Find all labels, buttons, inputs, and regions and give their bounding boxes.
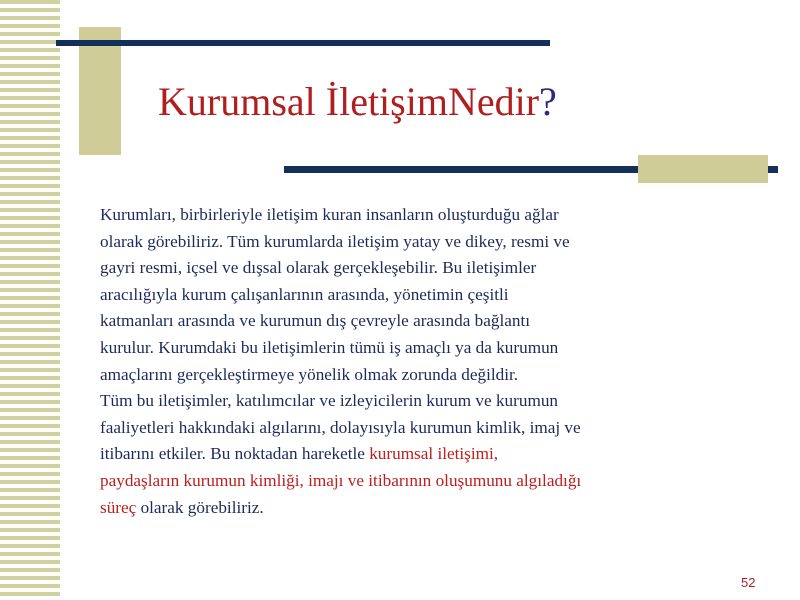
slide-title-question-mark: ?: [539, 79, 557, 124]
body-text-plain: olarak görebiliriz.: [136, 497, 264, 517]
slide-title: [158, 76, 557, 128]
body-paragraph: [100, 202, 740, 521]
decorative-olive-block-left: [79, 27, 121, 155]
body-line: aracılığıyla kurum çalışanlarının arasında, yönetimin çeşitli: [100, 284, 509, 304]
body-line: gayri resmi, içsel ve dışsal olarak gerçekleşebilir. Bu iletişimler: [100, 258, 537, 278]
page-number: 52: [741, 575, 756, 590]
decorative-stripes: [0, 0, 60, 600]
decorative-olive-block-right: [638, 155, 768, 183]
body-line: [100, 441, 740, 468]
body-line: amaçlarını gerçekleştirmeye yönelik olmak zorunda değildir.: [100, 364, 519, 384]
body-line: kurulur. Kurumdaki bu iletişimlerin tümü iş amaçlı ya da kurumun: [100, 337, 559, 357]
body-line: Kurumları, birbirleriyle iletişim kuran insanların oluşturduğu ağlar: [100, 205, 559, 224]
body-line: faaliyetleri hakkındaki algılarını, dolayısıyla kurumun kimlik, imaj ve: [100, 417, 581, 437]
body-line: katmanları arasında ve kurumun dış çevreyle arasında bağlantı: [100, 311, 530, 331]
body-text-plain: itibarını etkiler. Bu noktadan hareketle: [100, 444, 370, 464]
body-line: [100, 495, 740, 522]
decorative-navy-line-top: [56, 40, 550, 46]
body-text-highlight: kurumsal iletişimi,: [369, 444, 499, 464]
body-line: Tüm bu iletişimler, katılımcılar ve izleyicilerin kurum ve kurumun: [100, 391, 559, 411]
slide-title-text: Kurumsal İletişimNedir: [158, 79, 540, 124]
body-text-highlight: süreç: [100, 497, 137, 517]
body-line: olarak görebiliriz. Tüm kurumlarda iletişim yatay ve dikey, resmi ve: [100, 231, 570, 251]
body-line-highlight: paydaşların kurumun kimliği, imajı ve itibarının oluşumunu algıladığı: [100, 470, 582, 490]
